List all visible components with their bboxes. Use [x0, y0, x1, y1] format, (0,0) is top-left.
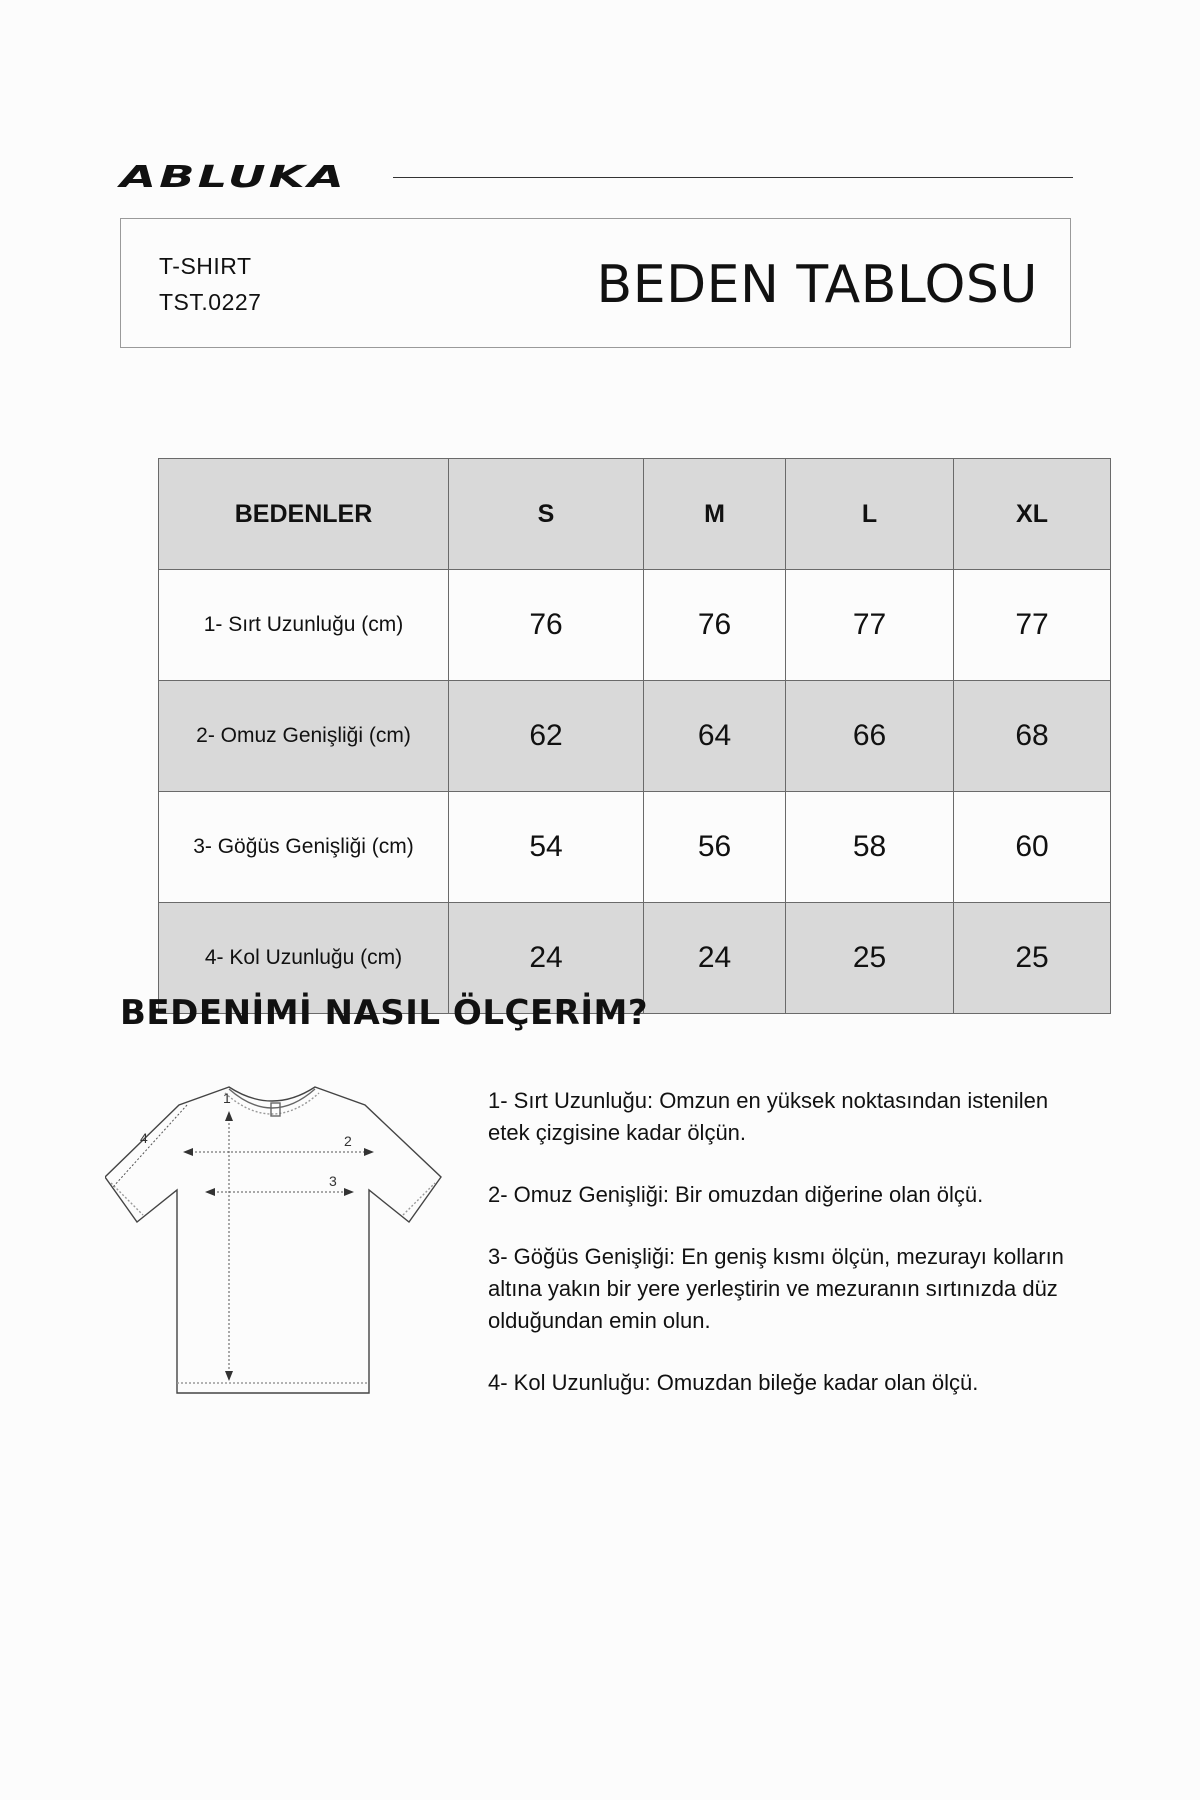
header-box [120, 218, 1071, 348]
table-header-row [159, 459, 1111, 570]
column-header: BEDENLER [159, 459, 449, 570]
table-row [159, 570, 1111, 681]
column-header: M [644, 459, 786, 570]
table-cell: 77 [954, 570, 1111, 681]
row-label: 3- Göğüs Genişliği (cm) [159, 792, 449, 903]
instruction-item: 3- Göğüs Genişliği: En geniş kısmı ölçün, mezurayı kolların altına yakın bir yere yerleştirin ve mezuranın sırtınızda düz olduğundan emin olun. [488, 1244, 1064, 1333]
table-row [159, 792, 1111, 903]
table-cell: 76 [644, 570, 786, 681]
instruction-item: 4- Kol Uzunluğu: Omuzdan bileğe kadar olan ölçü. [488, 1370, 979, 1395]
diagram-label-4: 4 [140, 1130, 148, 1146]
table-cell: 76 [449, 570, 644, 681]
row-label: 2- Omuz Genişliği (cm) [159, 681, 449, 792]
instruction-item: 2- Omuz Genişliği: Bir omuzdan diğerine olan ölçü. [488, 1182, 984, 1207]
product-code: TST.0227 [159, 289, 262, 315]
table-cell: 77 [786, 570, 954, 681]
column-header: S [449, 459, 644, 570]
table-cell: 24 [449, 903, 644, 1014]
product-type: T-SHIRT [159, 253, 252, 279]
table-cell: 64 [644, 681, 786, 792]
brand-divider [393, 177, 1073, 178]
instructions-list [488, 1085, 1088, 1429]
table-cell: 24 [644, 903, 786, 1014]
column-header: L [786, 459, 954, 570]
diagram-label-1: 1 [223, 1090, 231, 1106]
table-row [159, 681, 1111, 792]
table-cell: 66 [786, 681, 954, 792]
table-cell: 62 [449, 681, 644, 792]
tshirt-diagram-icon [105, 1075, 445, 1415]
how-to-title: BEDENİMİ NASIL ÖLÇERİM? [120, 993, 649, 1033]
table-cell: 54 [449, 792, 644, 903]
table-cell: 68 [954, 681, 1111, 792]
table-cell: 25 [786, 903, 954, 1014]
table-cell: 25 [954, 903, 1111, 1014]
brand-logo: ABLUKA [120, 160, 347, 195]
diagram-label-3: 3 [329, 1173, 337, 1189]
table-cell: 58 [786, 792, 954, 903]
table-cell: 56 [644, 792, 786, 903]
page-title: BEDEN TABLOSU [596, 255, 1038, 315]
diagram-label-2: 2 [344, 1133, 352, 1149]
row-label: 4- Kol Uzunluğu (cm) [159, 903, 449, 1014]
size-table [158, 458, 1111, 1014]
column-header: XL [954, 459, 1111, 570]
instruction-item: 1- Sırt Uzunluğu: Omzun en yüksek noktasından istenilen etek çizgisine kadar ölçün. [488, 1088, 1049, 1145]
table-cell: 60 [954, 792, 1111, 903]
row-label: 1- Sırt Uzunluğu (cm) [159, 570, 449, 681]
